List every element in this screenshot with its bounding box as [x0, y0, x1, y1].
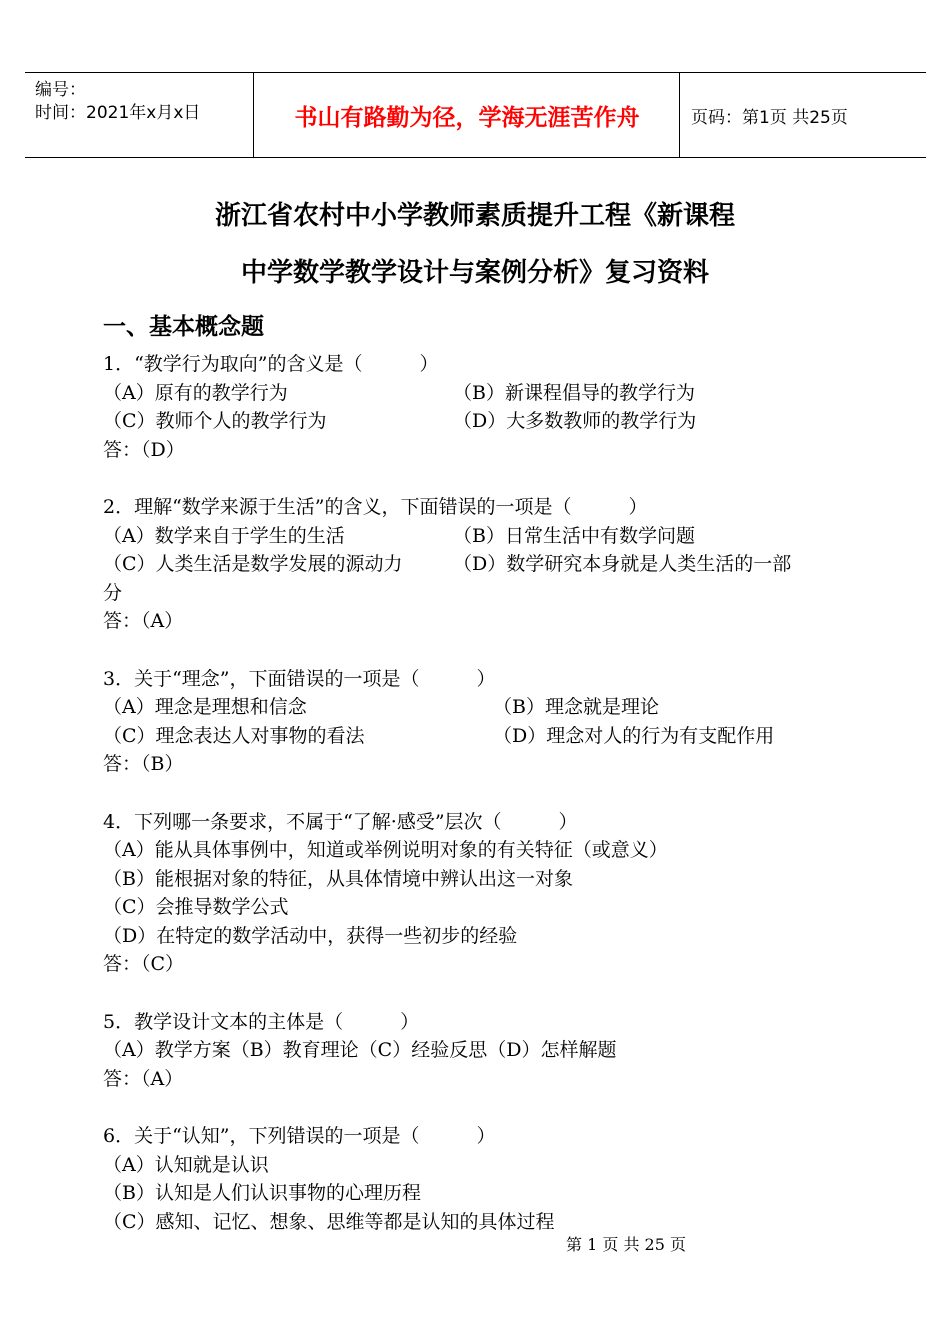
option-a: （A）理念是理想和信念: [103, 696, 307, 719]
header-meta: [35, 79, 255, 125]
question-block: [103, 350, 863, 464]
page-footer: 第 1 页 共 25 页: [566, 1235, 686, 1254]
document-number-label: 编号：: [35, 80, 86, 100]
document-title-line2: 中学数学教学设计与案例分析》复习资料: [240, 258, 709, 288]
question-stem: 5．教学设计文本的主体是（ ）: [103, 1010, 420, 1033]
option-row: [103, 550, 863, 579]
answer-line: 答：（A）: [103, 610, 184, 633]
document-time-label: 时间：2021年x月x日: [35, 103, 201, 123]
question-stem: 2．理解“数学来源于生活”的含义，下面错误的一项是（ ）: [103, 495, 648, 518]
option-c: （C）理念表达人对事物的看法: [103, 724, 365, 747]
section-title: 一、基本概念题: [103, 314, 264, 340]
option-b: （B）理念就是理论: [493, 696, 659, 719]
question-block: [103, 1122, 863, 1236]
page-header: [25, 72, 926, 158]
option-row: [103, 522, 863, 551]
answer-line: 答：（C）: [103, 953, 185, 976]
option-wrap: 分: [103, 581, 123, 604]
option-line: （C）感知、记忆、想象、思维等都是认知的具体过程: [103, 1210, 555, 1233]
option-row: [103, 722, 863, 751]
option-c: （C）人类生活是数学发展的源动力: [103, 553, 403, 576]
question-stem: 1．“教学行为取向”的含义是（ ）: [103, 353, 439, 375]
question-stem: 6．关于“认知”，下列错误的一项是（ ）: [103, 1125, 496, 1148]
option-line: （C）会推导数学公式: [103, 896, 289, 919]
option-row: [103, 693, 863, 722]
question-block: [103, 493, 863, 636]
option-d: （D）大多数教师的教学行为: [453, 410, 697, 433]
question-block: [103, 808, 863, 980]
option-line: （A）能从具体事例中，知道或举例说明对象的有关特征（或意义）: [103, 839, 668, 862]
option-d: （D）数学研究本身就是人类生活的一部: [453, 553, 792, 576]
header-divider: [679, 73, 680, 157]
document-title-line1: 浙江省农村中小学教师素质提升工程《新课程: [214, 201, 735, 231]
answer-line: 答：（B）: [103, 753, 184, 776]
option-a: （A）数学来自于学生的生活: [103, 524, 345, 547]
option-line: （A）认知就是认识: [103, 1153, 269, 1176]
option-line: （B）能根据对象的特征，从具体情境中辨认出这一对象: [103, 867, 573, 890]
question-block: [103, 665, 863, 779]
option-c: （C）教师个人的教学行为: [103, 410, 327, 433]
question-list: [103, 350, 863, 1236]
option-line: （D）在特定的数学活动中，获得一些初步的经验: [103, 924, 518, 947]
question-block: [103, 1008, 863, 1094]
option-b: （B）新课程倡导的教学行为: [453, 381, 695, 404]
option-line: （B）认知是人们认识事物的心理历程: [103, 1182, 421, 1205]
question-stem: 3．关于“理念”，下面错误的一项是（ ）: [103, 667, 496, 690]
option-row: [103, 407, 863, 436]
option-d: （D）理念对人的行为有支配作用: [493, 724, 775, 747]
header-page-info: 页码：第1页 共25页: [691, 107, 848, 128]
header-motto: 书山有路勤为径，学海无涯苦作舟: [294, 104, 640, 131]
answer-line: 答：（A）: [103, 1067, 184, 1090]
question-stem: 4．下列哪一条要求，不属于“了解·感受”层次（ ）: [103, 810, 578, 833]
option-line: （A）教学方案（B）教育理论（C）经验反思（D）怎样解题: [103, 1039, 617, 1062]
option-row: [103, 379, 863, 408]
option-a: （A）原有的教学行为: [103, 381, 288, 404]
answer-line: 答：（D）: [103, 438, 185, 461]
option-b: （B）日常生活中有数学问题: [453, 524, 695, 547]
